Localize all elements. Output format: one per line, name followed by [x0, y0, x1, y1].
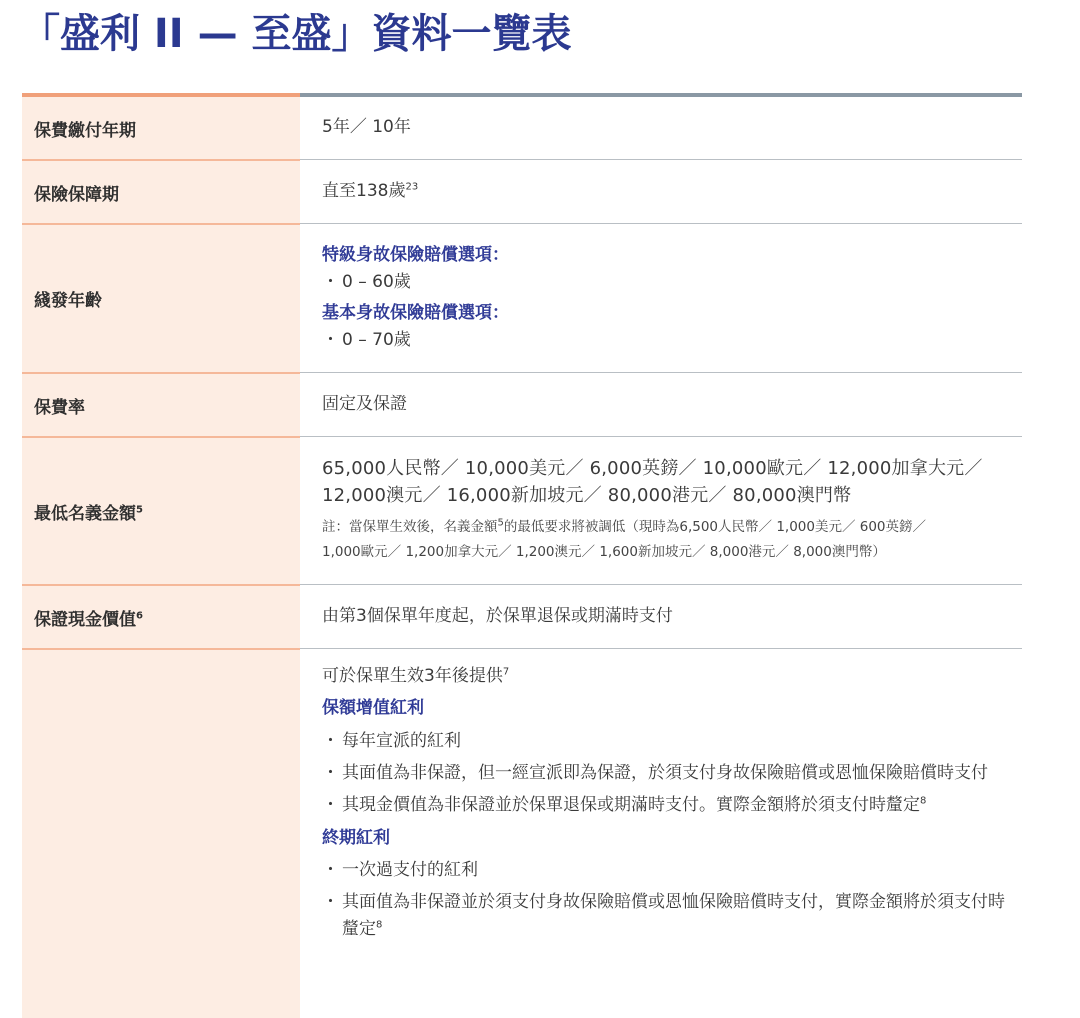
label-text: 保費繳付年期 — [34, 120, 136, 141]
footnote-ref: 23 — [405, 181, 419, 193]
bonus-availability — [322, 663, 1012, 689]
bullet-icon: ・ — [322, 271, 339, 292]
bullet-icon: ・ — [322, 892, 339, 913]
footnote-ref: 6 — [136, 609, 143, 621]
list-item — [322, 760, 1012, 786]
table-row-premium-rate — [22, 372, 1022, 436]
row-label — [22, 584, 300, 648]
value-text: 由第3個保單年度起，於保單退保或期滿時支付 — [322, 605, 673, 626]
list-item-text: 一次過支付的紅利 — [342, 860, 478, 881]
list-item — [322, 728, 1012, 754]
value-text — [322, 179, 1012, 205]
list-item — [322, 889, 1012, 942]
label-text: 綫發年齡 — [34, 291, 102, 311]
list-item-text: 每年宣派的紅利 — [342, 730, 461, 751]
list-item — [322, 327, 1012, 354]
list-item-text: 其現金價值為非保證並於保單退保或期滿時支付。實際金額將於須支付時釐定 — [342, 795, 920, 816]
row-value — [300, 436, 1022, 584]
label-text: 保險保障期 — [34, 184, 119, 205]
bullet-icon: ・ — [322, 795, 339, 816]
value-main: 直至138歲 — [322, 180, 406, 201]
list-item-text: 其面值為非保證，但一經宣派即為保證，於須支付身故保險賠償或恩恤保險賠償時支付 — [342, 763, 988, 784]
row-label — [22, 436, 300, 584]
list-item-text: 其面值為非保證並於須支付身故保險賠償或恩恤保險賠償時支付，實際金額將於須支付時釐定 — [342, 892, 1005, 939]
row-label — [22, 93, 300, 159]
label-text — [34, 605, 143, 630]
bullet-icon: ・ — [322, 330, 339, 351]
table-row-bonuses — [22, 648, 1022, 1018]
list-item-text: 0 – 70歲 — [342, 330, 411, 351]
bullet-icon: ・ — [322, 730, 339, 751]
reversionary-bonus-heading: 保額增值紅利 — [322, 698, 424, 719]
note-text: 的最低要求將被調低（現時為6,500人民幣／ 1,000美元／ 600英鎊／ — [503, 518, 927, 535]
label-main: 保證現金價值 — [34, 609, 136, 630]
terminal-bonus-heading: 終期紅利 — [322, 827, 390, 848]
row-value — [300, 372, 1022, 436]
list-item — [322, 857, 1012, 883]
table-row-guaranteed-cash-value — [22, 584, 1022, 648]
list-item-text: 0 – 60歲 — [342, 271, 411, 292]
intro-text: 可於保單生效3年後提供 — [322, 666, 503, 686]
row-value — [300, 648, 1022, 1018]
table-row-minimum-notional-amount — [22, 436, 1022, 584]
footnote-ref: 8 — [920, 795, 927, 807]
reduction-note — [322, 515, 1012, 565]
row-label — [22, 648, 300, 1018]
label-main: 最低名義金額 — [34, 503, 136, 524]
bullet-icon: ・ — [322, 860, 339, 881]
row-label — [22, 372, 300, 436]
list-item — [322, 269, 1012, 296]
table-row-coverage-period — [22, 159, 1022, 223]
product-summary-table — [22, 93, 1022, 1018]
value-text: 固定及保證 — [322, 393, 407, 414]
row-label — [22, 223, 300, 372]
footnote-ref: 7 — [502, 666, 510, 678]
row-value — [300, 223, 1022, 372]
bullet-icon: ・ — [322, 763, 339, 784]
footnote-ref: 5 — [497, 517, 504, 529]
note-text: 1,000歐元／ 1,200加拿大元／ 1,200澳元／ 1,600新加坡元／ 8,000港元／ 8,000澳門幣） — [322, 543, 886, 560]
page-title: 「盛利 II — 至盛」資料一覽表 — [20, 11, 572, 57]
row-value — [300, 584, 1022, 648]
row-value — [300, 93, 1022, 159]
label-text — [34, 499, 143, 524]
note-text: 註：當保單生效後，名義金額 — [322, 518, 498, 535]
label-text: 保費率 — [34, 397, 85, 418]
table-row-issue-age — [22, 223, 1022, 372]
footnote-ref: 8 — [376, 919, 383, 931]
table-row-premium-payment-term — [22, 93, 1022, 159]
basic-death-benefit-heading: 基本身故保險賠償選項： — [322, 303, 509, 323]
currency-amounts-line-2: 12,000澳元／ 16,000新加坡元／ 80,000港元／ 80,000澳門幣 — [322, 484, 852, 506]
premier-death-benefit-heading: 特級身故保險賠償選項： — [322, 244, 509, 265]
value-text: 5年／ 10年 — [322, 117, 411, 138]
row-label — [22, 159, 300, 223]
list-item — [322, 792, 1012, 818]
currency-amounts-line-1: 65,000人民幣／ 10,000美元／ 6,000英鎊／ 10,000歐元／ 12,000加拿大元／ — [322, 458, 983, 480]
footnote-ref: 5 — [136, 503, 143, 515]
row-value — [300, 159, 1022, 223]
